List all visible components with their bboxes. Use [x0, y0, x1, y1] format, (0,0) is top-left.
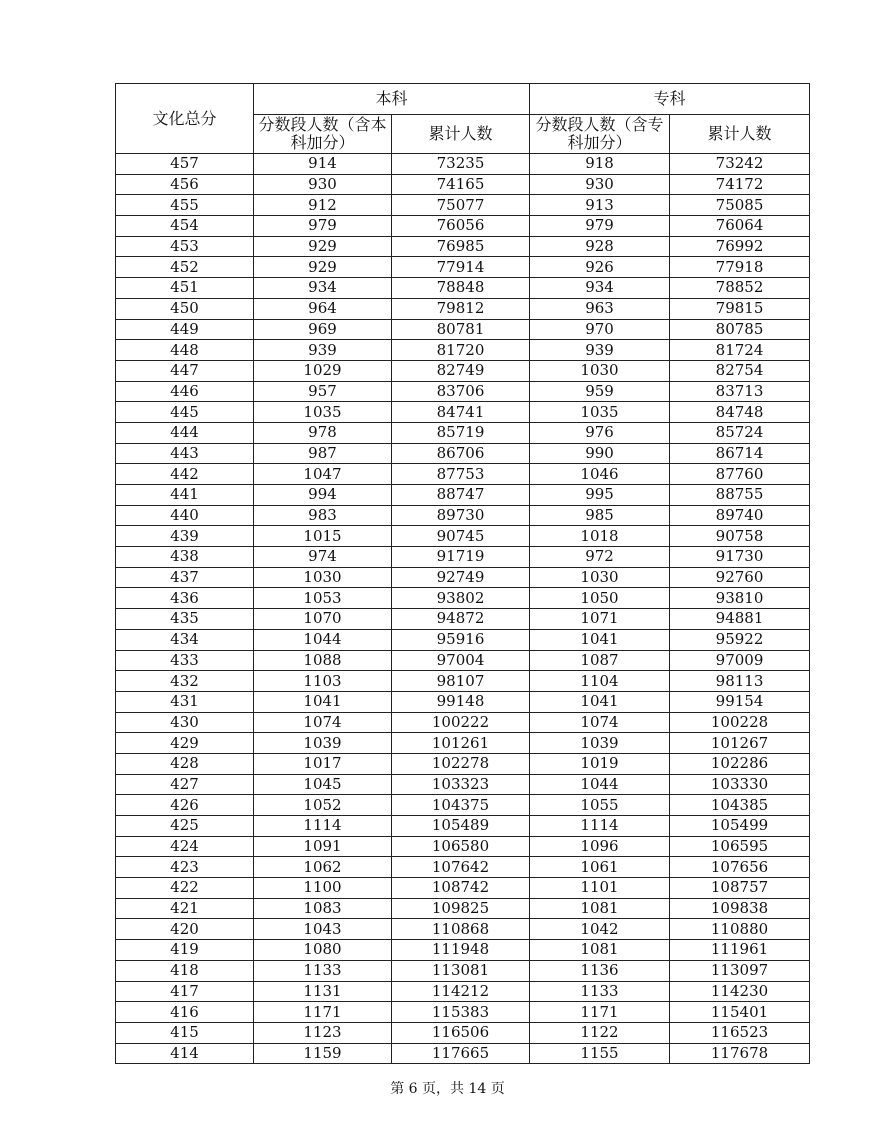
- table-row: [116, 816, 810, 837]
- table-row: [116, 381, 810, 402]
- cell-zhuanke-segment: 1041: [530, 629, 670, 650]
- cell-zhuanke-cumulative: 76064: [670, 216, 810, 237]
- cell-zhuanke-cumulative: 103330: [670, 774, 810, 795]
- cell-total-score: 431: [116, 691, 254, 712]
- cell-zhuanke-segment: 1101: [530, 878, 670, 899]
- table-row: [116, 609, 810, 630]
- cell-total-score: 446: [116, 381, 254, 402]
- table-row: [116, 319, 810, 340]
- cell-total-score: 454: [116, 216, 254, 237]
- cell-zhuanke-cumulative: 113097: [670, 960, 810, 981]
- cell-total-score: 421: [116, 898, 254, 919]
- cell-zhuanke-cumulative: 107656: [670, 857, 810, 878]
- cell-total-score: 453: [116, 236, 254, 257]
- cell-benke-segment: 1103: [254, 671, 392, 692]
- cell-benke-cumulative: 87753: [392, 464, 530, 485]
- cell-benke-segment: 1017: [254, 753, 392, 774]
- table-row: [116, 940, 810, 961]
- table-row: [116, 236, 810, 257]
- cell-zhuanke-segment: 959: [530, 381, 670, 402]
- cell-benke-segment: 1080: [254, 940, 392, 961]
- cell-benke-cumulative: 105489: [392, 816, 530, 837]
- cell-total-score: 452: [116, 257, 254, 278]
- table-row: [116, 691, 810, 712]
- table-row: [116, 629, 810, 650]
- cell-total-score: 420: [116, 919, 254, 940]
- header-group-zhuanke: 专科: [530, 84, 810, 115]
- cell-total-score: 444: [116, 422, 254, 443]
- cell-zhuanke-segment: 1074: [530, 712, 670, 733]
- cell-zhuanke-segment: 985: [530, 505, 670, 526]
- cell-total-score: 437: [116, 567, 254, 588]
- cell-benke-segment: 1030: [254, 567, 392, 588]
- header-benke-segment: 分数段人数（含本科加分）: [254, 115, 392, 154]
- cell-benke-segment: 1015: [254, 526, 392, 547]
- cell-total-score: 424: [116, 836, 254, 857]
- cell-benke-cumulative: 88747: [392, 485, 530, 506]
- cell-zhuanke-segment: 1155: [530, 1043, 670, 1064]
- cell-zhuanke-segment: 1071: [530, 609, 670, 630]
- cell-zhuanke-segment: 1055: [530, 795, 670, 816]
- cell-benke-segment: 1074: [254, 712, 392, 733]
- cell-total-score: 434: [116, 629, 254, 650]
- cell-zhuanke-segment: 930: [530, 174, 670, 195]
- table-row: [116, 712, 810, 733]
- cell-zhuanke-segment: 1171: [530, 1002, 670, 1023]
- cell-benke-segment: 969: [254, 319, 392, 340]
- cell-benke-cumulative: 78848: [392, 278, 530, 299]
- cell-zhuanke-segment: 913: [530, 195, 670, 216]
- cell-benke-segment: 1035: [254, 402, 392, 423]
- cell-benke-cumulative: 83706: [392, 381, 530, 402]
- cell-benke-cumulative: 104375: [392, 795, 530, 816]
- table-row: [116, 567, 810, 588]
- cell-total-score: 443: [116, 443, 254, 464]
- cell-zhuanke-segment: 1114: [530, 816, 670, 837]
- cell-zhuanke-cumulative: 100228: [670, 712, 810, 733]
- cell-zhuanke-segment: 1041: [530, 691, 670, 712]
- table-row: [116, 733, 810, 754]
- cell-zhuanke-segment: 1030: [530, 360, 670, 381]
- table-row: [116, 547, 810, 568]
- cell-zhuanke-segment: 979: [530, 216, 670, 237]
- cell-total-score: 438: [116, 547, 254, 568]
- cell-zhuanke-cumulative: 101267: [670, 733, 810, 754]
- cell-zhuanke-segment: 970: [530, 319, 670, 340]
- cell-benke-cumulative: 99148: [392, 691, 530, 712]
- header-zhuanke-cumulative: 累计人数: [670, 115, 810, 154]
- cell-zhuanke-segment: 1046: [530, 464, 670, 485]
- cell-benke-segment: 1045: [254, 774, 392, 795]
- cell-zhuanke-segment: 963: [530, 298, 670, 319]
- cell-benke-segment: 964: [254, 298, 392, 319]
- cell-total-score: 432: [116, 671, 254, 692]
- cell-benke-cumulative: 90745: [392, 526, 530, 547]
- cell-benke-cumulative: 74165: [392, 174, 530, 195]
- cell-zhuanke-cumulative: 90758: [670, 526, 810, 547]
- cell-benke-cumulative: 76985: [392, 236, 530, 257]
- cell-zhuanke-segment: 1042: [530, 919, 670, 940]
- cell-benke-cumulative: 86706: [392, 443, 530, 464]
- cell-total-score: 425: [116, 816, 254, 837]
- cell-benke-cumulative: 93802: [392, 588, 530, 609]
- cell-total-score: 449: [116, 319, 254, 340]
- table-row: [116, 443, 810, 464]
- cell-benke-segment: 1043: [254, 919, 392, 940]
- cell-benke-segment: 929: [254, 257, 392, 278]
- cell-benke-cumulative: 107642: [392, 857, 530, 878]
- cell-zhuanke-cumulative: 115401: [670, 1002, 810, 1023]
- cell-benke-segment: 912: [254, 195, 392, 216]
- table-row: [116, 505, 810, 526]
- cell-zhuanke-segment: 1061: [530, 857, 670, 878]
- cell-total-score: 445: [116, 402, 254, 423]
- table-row: [116, 174, 810, 195]
- cell-benke-cumulative: 108742: [392, 878, 530, 899]
- cell-zhuanke-cumulative: 106595: [670, 836, 810, 857]
- cell-zhuanke-cumulative: 89740: [670, 505, 810, 526]
- cell-benke-segment: 1133: [254, 960, 392, 981]
- cell-total-score: 450: [116, 298, 254, 319]
- table-row: [116, 878, 810, 899]
- table-row: [116, 671, 810, 692]
- cell-total-score: 427: [116, 774, 254, 795]
- cell-total-score: 422: [116, 878, 254, 899]
- cell-zhuanke-segment: 1104: [530, 671, 670, 692]
- cell-zhuanke-segment: 1133: [530, 981, 670, 1002]
- cell-zhuanke-cumulative: 79815: [670, 298, 810, 319]
- cell-zhuanke-cumulative: 77918: [670, 257, 810, 278]
- cell-zhuanke-segment: 1044: [530, 774, 670, 795]
- table-row: [116, 1002, 810, 1023]
- cell-zhuanke-segment: 926: [530, 257, 670, 278]
- table-row: [116, 650, 810, 671]
- cell-benke-cumulative: 81720: [392, 340, 530, 361]
- cell-zhuanke-cumulative: 80785: [670, 319, 810, 340]
- cell-total-score: 426: [116, 795, 254, 816]
- header-zhuanke-segment: 分数段人数（含专科加分）: [530, 115, 670, 154]
- cell-benke-segment: 994: [254, 485, 392, 506]
- cell-benke-cumulative: 109825: [392, 898, 530, 919]
- cell-total-score: 435: [116, 609, 254, 630]
- cell-benke-cumulative: 75077: [392, 195, 530, 216]
- cell-benke-segment: 914: [254, 154, 392, 175]
- cell-benke-cumulative: 82749: [392, 360, 530, 381]
- cell-zhuanke-cumulative: 102286: [670, 753, 810, 774]
- cell-zhuanke-segment: 1050: [530, 588, 670, 609]
- cell-benke-cumulative: 73235: [392, 154, 530, 175]
- cell-zhuanke-segment: 1087: [530, 650, 670, 671]
- cell-zhuanke-cumulative: 95922: [670, 629, 810, 650]
- cell-benke-segment: 939: [254, 340, 392, 361]
- table-row: [116, 340, 810, 361]
- cell-benke-cumulative: 76056: [392, 216, 530, 237]
- table-body: [116, 154, 810, 1064]
- cell-benke-segment: 1091: [254, 836, 392, 857]
- cell-zhuanke-cumulative: 94881: [670, 609, 810, 630]
- cell-benke-cumulative: 91719: [392, 547, 530, 568]
- cell-zhuanke-cumulative: 92760: [670, 567, 810, 588]
- table-row: [116, 402, 810, 423]
- table-row: [116, 422, 810, 443]
- table-row: [116, 360, 810, 381]
- header-total-score: 文化总分: [116, 84, 254, 154]
- cell-zhuanke-segment: 1019: [530, 753, 670, 774]
- cell-zhuanke-cumulative: 76992: [670, 236, 810, 257]
- table-row: [116, 960, 810, 981]
- cell-benke-segment: 1159: [254, 1043, 392, 1064]
- table-row: [116, 774, 810, 795]
- cell-benke-cumulative: 94872: [392, 609, 530, 630]
- cell-zhuanke-cumulative: 73242: [670, 154, 810, 175]
- table-row: [116, 588, 810, 609]
- cell-zhuanke-segment: 1030: [530, 567, 670, 588]
- cell-zhuanke-cumulative: 99154: [670, 691, 810, 712]
- cell-total-score: 441: [116, 485, 254, 506]
- cell-benke-cumulative: 113081: [392, 960, 530, 981]
- cell-benke-segment: 957: [254, 381, 392, 402]
- cell-total-score: 442: [116, 464, 254, 485]
- cell-zhuanke-cumulative: 114230: [670, 981, 810, 1002]
- cell-zhuanke-cumulative: 83713: [670, 381, 810, 402]
- table-row: [116, 981, 810, 1002]
- cell-benke-segment: 1044: [254, 629, 392, 650]
- cell-zhuanke-cumulative: 81724: [670, 340, 810, 361]
- cell-zhuanke-cumulative: 78852: [670, 278, 810, 299]
- table-row: [116, 195, 810, 216]
- cell-benke-segment: 987: [254, 443, 392, 464]
- cell-total-score: 430: [116, 712, 254, 733]
- cell-benke-segment: 978: [254, 422, 392, 443]
- cell-benke-segment: 1123: [254, 1022, 392, 1043]
- cell-total-score: 455: [116, 195, 254, 216]
- cell-zhuanke-cumulative: 88755: [670, 485, 810, 506]
- table-row: [116, 298, 810, 319]
- cell-benke-cumulative: 79812: [392, 298, 530, 319]
- cell-zhuanke-cumulative: 117678: [670, 1043, 810, 1064]
- cell-total-score: 415: [116, 1022, 254, 1043]
- table-row: [116, 1022, 810, 1043]
- cell-total-score: 440: [116, 505, 254, 526]
- cell-benke-cumulative: 98107: [392, 671, 530, 692]
- cell-benke-cumulative: 111948: [392, 940, 530, 961]
- cell-zhuanke-cumulative: 116523: [670, 1022, 810, 1043]
- cell-zhuanke-cumulative: 98113: [670, 671, 810, 692]
- cell-benke-segment: 979: [254, 216, 392, 237]
- cell-zhuanke-segment: 976: [530, 422, 670, 443]
- cell-benke-cumulative: 92749: [392, 567, 530, 588]
- table-row: [116, 464, 810, 485]
- table-row: [116, 753, 810, 774]
- cell-total-score: 417: [116, 981, 254, 1002]
- cell-zhuanke-cumulative: 104385: [670, 795, 810, 816]
- cell-total-score: 448: [116, 340, 254, 361]
- cell-total-score: 457: [116, 154, 254, 175]
- cell-benke-cumulative: 114212: [392, 981, 530, 1002]
- cell-zhuanke-cumulative: 97009: [670, 650, 810, 671]
- cell-zhuanke-segment: 1081: [530, 940, 670, 961]
- cell-zhuanke-segment: 1136: [530, 960, 670, 981]
- cell-benke-segment: 1171: [254, 1002, 392, 1023]
- cell-benke-cumulative: 100222: [392, 712, 530, 733]
- cell-benke-cumulative: 116506: [392, 1022, 530, 1043]
- cell-benke-segment: 929: [254, 236, 392, 257]
- cell-total-score: 439: [116, 526, 254, 547]
- table-row: [116, 257, 810, 278]
- cell-zhuanke-cumulative: 111961: [670, 940, 810, 961]
- cell-zhuanke-segment: 1081: [530, 898, 670, 919]
- cell-benke-cumulative: 84741: [392, 402, 530, 423]
- cell-benke-cumulative: 103323: [392, 774, 530, 795]
- table-row: [116, 1043, 810, 1064]
- cell-zhuanke-segment: 939: [530, 340, 670, 361]
- cell-benke-segment: 1088: [254, 650, 392, 671]
- cell-zhuanke-segment: 928: [530, 236, 670, 257]
- cell-total-score: 429: [116, 733, 254, 754]
- table-row: [116, 526, 810, 547]
- table-header: [116, 84, 810, 154]
- cell-benke-segment: 1131: [254, 981, 392, 1002]
- cell-benke-segment: 1062: [254, 857, 392, 878]
- cell-zhuanke-cumulative: 75085: [670, 195, 810, 216]
- cell-zhuanke-cumulative: 105499: [670, 816, 810, 837]
- table-row: [116, 857, 810, 878]
- cell-total-score: 428: [116, 753, 254, 774]
- cell-total-score: 447: [116, 360, 254, 381]
- cell-benke-cumulative: 102278: [392, 753, 530, 774]
- cell-benke-cumulative: 77914: [392, 257, 530, 278]
- cell-benke-segment: 974: [254, 547, 392, 568]
- header-group-benke: 本科: [254, 84, 530, 115]
- cell-benke-segment: 1083: [254, 898, 392, 919]
- cell-zhuanke-cumulative: 86714: [670, 443, 810, 464]
- table-row: [116, 795, 810, 816]
- cell-benke-cumulative: 101261: [392, 733, 530, 754]
- cell-benke-segment: 1114: [254, 816, 392, 837]
- cell-total-score: 456: [116, 174, 254, 195]
- cell-zhuanke-cumulative: 93810: [670, 588, 810, 609]
- cell-benke-segment: 1052: [254, 795, 392, 816]
- cell-zhuanke-cumulative: 85724: [670, 422, 810, 443]
- cell-benke-cumulative: 89730: [392, 505, 530, 526]
- cell-benke-segment: 1070: [254, 609, 392, 630]
- cell-zhuanke-cumulative: 91730: [670, 547, 810, 568]
- cell-benke-segment: 1053: [254, 588, 392, 609]
- cell-total-score: 423: [116, 857, 254, 878]
- cell-total-score: 451: [116, 278, 254, 299]
- cell-benke-cumulative: 97004: [392, 650, 530, 671]
- table-row: [116, 216, 810, 237]
- cell-benke-cumulative: 80781: [392, 319, 530, 340]
- cell-zhuanke-segment: 1122: [530, 1022, 670, 1043]
- cell-zhuanke-cumulative: 82754: [670, 360, 810, 381]
- cell-benke-segment: 983: [254, 505, 392, 526]
- cell-benke-segment: 1039: [254, 733, 392, 754]
- cell-zhuanke-cumulative: 74172: [670, 174, 810, 195]
- cell-benke-cumulative: 95916: [392, 629, 530, 650]
- score-distribution-table: [115, 83, 810, 1064]
- cell-zhuanke-segment: 1035: [530, 402, 670, 423]
- cell-benke-cumulative: 117665: [392, 1043, 530, 1064]
- table-row: [116, 154, 810, 175]
- cell-zhuanke-cumulative: 87760: [670, 464, 810, 485]
- cell-benke-segment: 930: [254, 174, 392, 195]
- cell-total-score: 433: [116, 650, 254, 671]
- cell-benke-segment: 1041: [254, 691, 392, 712]
- cell-benke-segment: 1029: [254, 360, 392, 381]
- cell-zhuanke-segment: 990: [530, 443, 670, 464]
- cell-zhuanke-cumulative: 108757: [670, 878, 810, 899]
- cell-benke-cumulative: 106580: [392, 836, 530, 857]
- cell-total-score: 416: [116, 1002, 254, 1023]
- table-row: [116, 898, 810, 919]
- table-row: [116, 919, 810, 940]
- cell-total-score: 418: [116, 960, 254, 981]
- cell-benke-segment: 934: [254, 278, 392, 299]
- cell-benke-cumulative: 115383: [392, 1002, 530, 1023]
- table-row: [116, 836, 810, 857]
- table-row: [116, 485, 810, 506]
- cell-zhuanke-segment: 918: [530, 154, 670, 175]
- cell-total-score: 419: [116, 940, 254, 961]
- table-row: [116, 278, 810, 299]
- cell-benke-cumulative: 85719: [392, 422, 530, 443]
- cell-benke-segment: 1100: [254, 878, 392, 899]
- cell-zhuanke-segment: 995: [530, 485, 670, 506]
- cell-total-score: 414: [116, 1043, 254, 1064]
- cell-zhuanke-segment: 972: [530, 547, 670, 568]
- cell-zhuanke-segment: 1018: [530, 526, 670, 547]
- cell-benke-segment: 1047: [254, 464, 392, 485]
- cell-benke-cumulative: 110868: [392, 919, 530, 940]
- cell-zhuanke-cumulative: 110880: [670, 919, 810, 940]
- cell-zhuanke-segment: 1096: [530, 836, 670, 857]
- cell-zhuanke-cumulative: 84748: [670, 402, 810, 423]
- cell-zhuanke-segment: 1039: [530, 733, 670, 754]
- cell-total-score: 436: [116, 588, 254, 609]
- page-number: 第 6 页，共 14 页: [390, 1081, 505, 1097]
- cell-zhuanke-segment: 934: [530, 278, 670, 299]
- cell-zhuanke-cumulative: 109838: [670, 898, 810, 919]
- header-benke-cumulative: 累计人数: [392, 115, 530, 154]
